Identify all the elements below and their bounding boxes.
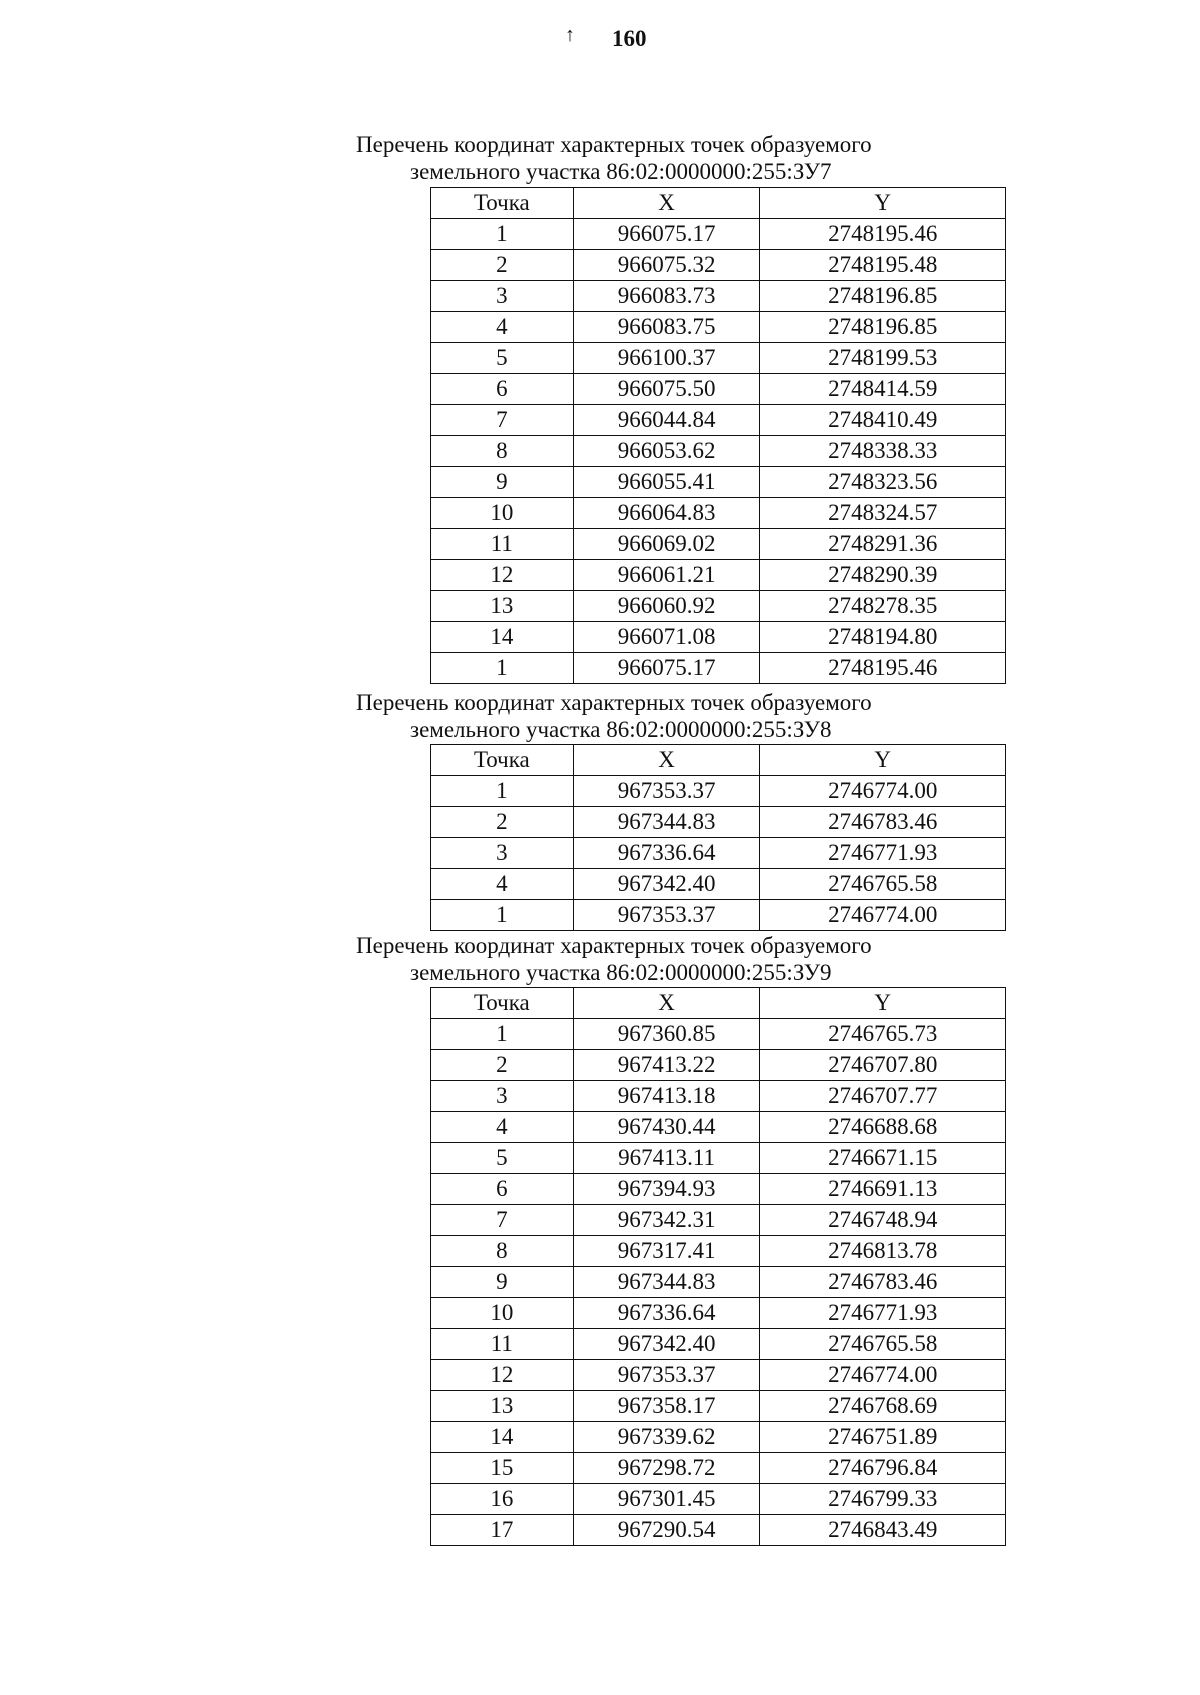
table-row bbox=[431, 498, 1006, 529]
point-cell: 3 bbox=[431, 1081, 574, 1112]
table-row bbox=[431, 1360, 1006, 1391]
x-cell: 967342.40 bbox=[573, 1329, 760, 1360]
point-cell: 11 bbox=[431, 529, 574, 560]
table-header-row bbox=[431, 188, 1006, 219]
y-cell: 2746774.00 bbox=[760, 776, 1006, 807]
y-cell: 2746765.58 bbox=[760, 869, 1006, 900]
table-row bbox=[431, 807, 1006, 838]
header-point: Точка bbox=[431, 745, 574, 776]
x-cell: 967413.18 bbox=[573, 1081, 760, 1112]
table-row bbox=[431, 1329, 1006, 1360]
x-cell: 967342.40 bbox=[573, 869, 760, 900]
point-cell: 1 bbox=[431, 1019, 574, 1050]
point-cell: 5 bbox=[431, 1143, 574, 1174]
point-cell: 9 bbox=[431, 467, 574, 498]
x-cell: 966100.37 bbox=[573, 343, 760, 374]
table-header-row bbox=[431, 988, 1006, 1019]
table-row bbox=[431, 1422, 1006, 1453]
y-cell: 2748195.46 bbox=[760, 653, 1006, 684]
point-cell: 7 bbox=[431, 1205, 574, 1236]
coords-table bbox=[430, 744, 1006, 931]
y-cell: 2748338.33 bbox=[760, 436, 1006, 467]
table-row bbox=[431, 1019, 1006, 1050]
point-cell: 8 bbox=[431, 1236, 574, 1267]
table-row bbox=[431, 1112, 1006, 1143]
header-point: Точка bbox=[431, 988, 574, 1019]
table-row bbox=[431, 219, 1006, 250]
x-cell: 966053.62 bbox=[573, 436, 760, 467]
y-cell: 2746751.89 bbox=[760, 1422, 1006, 1453]
y-cell: 2748278.35 bbox=[760, 591, 1006, 622]
table-row bbox=[431, 1484, 1006, 1515]
y-cell: 2748290.39 bbox=[760, 560, 1006, 591]
table-row bbox=[431, 1236, 1006, 1267]
table-row bbox=[431, 467, 1006, 498]
x-cell: 966060.92 bbox=[573, 591, 760, 622]
table-row bbox=[431, 1515, 1006, 1546]
section-caption-line2: земельного участка 86:02:0000000:255:ЗУ9 bbox=[410, 960, 832, 985]
point-cell: 4 bbox=[431, 869, 574, 900]
header-x: X bbox=[573, 745, 760, 776]
table-row bbox=[431, 374, 1006, 405]
point-cell: 4 bbox=[431, 312, 574, 343]
y-cell: 2748196.85 bbox=[760, 281, 1006, 312]
y-cell: 2746771.93 bbox=[760, 838, 1006, 869]
table-row bbox=[431, 250, 1006, 281]
point-cell: 1 bbox=[431, 653, 574, 684]
y-cell: 2746748.94 bbox=[760, 1205, 1006, 1236]
x-cell: 966044.84 bbox=[573, 405, 760, 436]
x-cell: 966069.02 bbox=[573, 529, 760, 560]
x-cell: 967413.22 bbox=[573, 1050, 760, 1081]
point-cell: 1 bbox=[431, 219, 574, 250]
table-row bbox=[431, 1298, 1006, 1329]
point-cell: 5 bbox=[431, 343, 574, 374]
x-cell: 967298.72 bbox=[573, 1453, 760, 1484]
x-cell: 967344.83 bbox=[573, 807, 760, 838]
table-row bbox=[431, 1081, 1006, 1112]
x-cell: 967353.37 bbox=[573, 776, 760, 807]
point-cell: 11 bbox=[431, 1329, 574, 1360]
section-caption-line1: Перечень координат характерных точек образуемого bbox=[356, 132, 872, 157]
y-cell: 2748195.46 bbox=[760, 219, 1006, 250]
point-cell: 2 bbox=[431, 250, 574, 281]
section-caption-line2: земельного участка 86:02:0000000:255:ЗУ8 bbox=[410, 717, 832, 742]
point-cell: 10 bbox=[431, 498, 574, 529]
x-cell: 966075.32 bbox=[573, 250, 760, 281]
header-point: Точка bbox=[431, 188, 574, 219]
table-row bbox=[431, 622, 1006, 653]
table-row bbox=[431, 1391, 1006, 1422]
x-cell: 967339.62 bbox=[573, 1422, 760, 1453]
y-cell: 2746783.46 bbox=[760, 1267, 1006, 1298]
x-cell: 966083.73 bbox=[573, 281, 760, 312]
coords-table bbox=[430, 187, 1006, 684]
header-y: Y bbox=[760, 745, 1006, 776]
x-cell: 966075.17 bbox=[573, 653, 760, 684]
header-y: Y bbox=[760, 988, 1006, 1019]
x-cell: 967413.11 bbox=[573, 1143, 760, 1174]
y-cell: 2746688.68 bbox=[760, 1112, 1006, 1143]
y-cell: 2748291.36 bbox=[760, 529, 1006, 560]
y-cell: 2746774.00 bbox=[760, 900, 1006, 931]
y-cell: 2748194.80 bbox=[760, 622, 1006, 653]
section-caption-line1: Перечень координат характерных точек образуемого bbox=[356, 690, 872, 715]
point-cell: 17 bbox=[431, 1515, 574, 1546]
y-cell: 2746783.46 bbox=[760, 807, 1006, 838]
point-cell: 13 bbox=[431, 1391, 574, 1422]
x-cell: 967360.85 bbox=[573, 1019, 760, 1050]
header-x: X bbox=[573, 988, 760, 1019]
y-cell: 2746771.93 bbox=[760, 1298, 1006, 1329]
table-row bbox=[431, 1453, 1006, 1484]
x-cell: 967358.17 bbox=[573, 1391, 760, 1422]
y-cell: 2748324.57 bbox=[760, 498, 1006, 529]
x-cell: 966061.21 bbox=[573, 560, 760, 591]
page-mark: ↑ bbox=[565, 24, 575, 46]
table-row bbox=[431, 776, 1006, 807]
table-row bbox=[431, 1143, 1006, 1174]
table-row bbox=[431, 900, 1006, 931]
x-cell: 966075.17 bbox=[573, 219, 760, 250]
x-cell: 967353.37 bbox=[573, 1360, 760, 1391]
table-row bbox=[431, 436, 1006, 467]
y-cell: 2746765.58 bbox=[760, 1329, 1006, 1360]
table-row bbox=[431, 591, 1006, 622]
point-cell: 8 bbox=[431, 436, 574, 467]
y-cell: 2748195.48 bbox=[760, 250, 1006, 281]
point-cell: 6 bbox=[431, 374, 574, 405]
x-cell: 967336.64 bbox=[573, 1298, 760, 1329]
table-row bbox=[431, 312, 1006, 343]
point-cell: 6 bbox=[431, 1174, 574, 1205]
x-cell: 967290.54 bbox=[573, 1515, 760, 1546]
table-row bbox=[431, 1174, 1006, 1205]
y-cell: 2748410.49 bbox=[760, 405, 1006, 436]
point-cell: 12 bbox=[431, 560, 574, 591]
table-row bbox=[431, 560, 1006, 591]
point-cell: 9 bbox=[431, 1267, 574, 1298]
point-cell: 3 bbox=[431, 838, 574, 869]
y-cell: 2748199.53 bbox=[760, 343, 1006, 374]
y-cell: 2746691.13 bbox=[760, 1174, 1006, 1205]
table-row bbox=[431, 869, 1006, 900]
point-cell: 14 bbox=[431, 1422, 574, 1453]
table-row bbox=[431, 1205, 1006, 1236]
point-cell: 16 bbox=[431, 1484, 574, 1515]
table-row bbox=[431, 1267, 1006, 1298]
y-cell: 2746765.73 bbox=[760, 1019, 1006, 1050]
table-row bbox=[431, 405, 1006, 436]
x-cell: 966055.41 bbox=[573, 467, 760, 498]
coords-table bbox=[430, 987, 1006, 1546]
y-cell: 2746774.00 bbox=[760, 1360, 1006, 1391]
y-cell: 2746843.49 bbox=[760, 1515, 1006, 1546]
x-cell: 966071.08 bbox=[573, 622, 760, 653]
point-cell: 12 bbox=[431, 1360, 574, 1391]
x-cell: 966064.83 bbox=[573, 498, 760, 529]
point-cell: 2 bbox=[431, 807, 574, 838]
table-row bbox=[431, 529, 1006, 560]
section-caption-line1: Перечень координат характерных точек образуемого bbox=[356, 933, 872, 958]
point-cell: 13 bbox=[431, 591, 574, 622]
header-y: Y bbox=[760, 188, 1006, 219]
y-cell: 2746671.15 bbox=[760, 1143, 1006, 1174]
y-cell: 2746796.84 bbox=[760, 1453, 1006, 1484]
x-cell: 967317.41 bbox=[573, 1236, 760, 1267]
point-cell: 10 bbox=[431, 1298, 574, 1329]
x-cell: 967344.83 bbox=[573, 1267, 760, 1298]
y-cell: 2746799.33 bbox=[760, 1484, 1006, 1515]
x-cell: 966083.75 bbox=[573, 312, 760, 343]
y-cell: 2746813.78 bbox=[760, 1236, 1006, 1267]
y-cell: 2748414.59 bbox=[760, 374, 1006, 405]
table-header-row bbox=[431, 745, 1006, 776]
table-row bbox=[431, 838, 1006, 869]
section-caption-line2: земельного участка 86:02:0000000:255:ЗУ7 bbox=[410, 159, 832, 184]
table-row bbox=[431, 281, 1006, 312]
y-cell: 2748196.85 bbox=[760, 312, 1006, 343]
x-cell: 967336.64 bbox=[573, 838, 760, 869]
y-cell: 2746707.77 bbox=[760, 1081, 1006, 1112]
point-cell: 14 bbox=[431, 622, 574, 653]
point-cell: 15 bbox=[431, 1453, 574, 1484]
y-cell: 2746768.69 bbox=[760, 1391, 1006, 1422]
point-cell: 1 bbox=[431, 900, 574, 931]
point-cell: 4 bbox=[431, 1112, 574, 1143]
x-cell: 966075.50 bbox=[573, 374, 760, 405]
x-cell: 967342.31 bbox=[573, 1205, 760, 1236]
y-cell: 2748323.56 bbox=[760, 467, 1006, 498]
x-cell: 967301.45 bbox=[573, 1484, 760, 1515]
page-number: 160 bbox=[612, 26, 647, 51]
x-cell: 967430.44 bbox=[573, 1112, 760, 1143]
table-row bbox=[431, 653, 1006, 684]
table-row bbox=[431, 1050, 1006, 1081]
y-cell: 2746707.80 bbox=[760, 1050, 1006, 1081]
table-row bbox=[431, 343, 1006, 374]
point-cell: 3 bbox=[431, 281, 574, 312]
x-cell: 967394.93 bbox=[573, 1174, 760, 1205]
point-cell: 2 bbox=[431, 1050, 574, 1081]
x-cell: 967353.37 bbox=[573, 900, 760, 931]
point-cell: 1 bbox=[431, 776, 574, 807]
header-x: X bbox=[573, 188, 760, 219]
point-cell: 7 bbox=[431, 405, 574, 436]
